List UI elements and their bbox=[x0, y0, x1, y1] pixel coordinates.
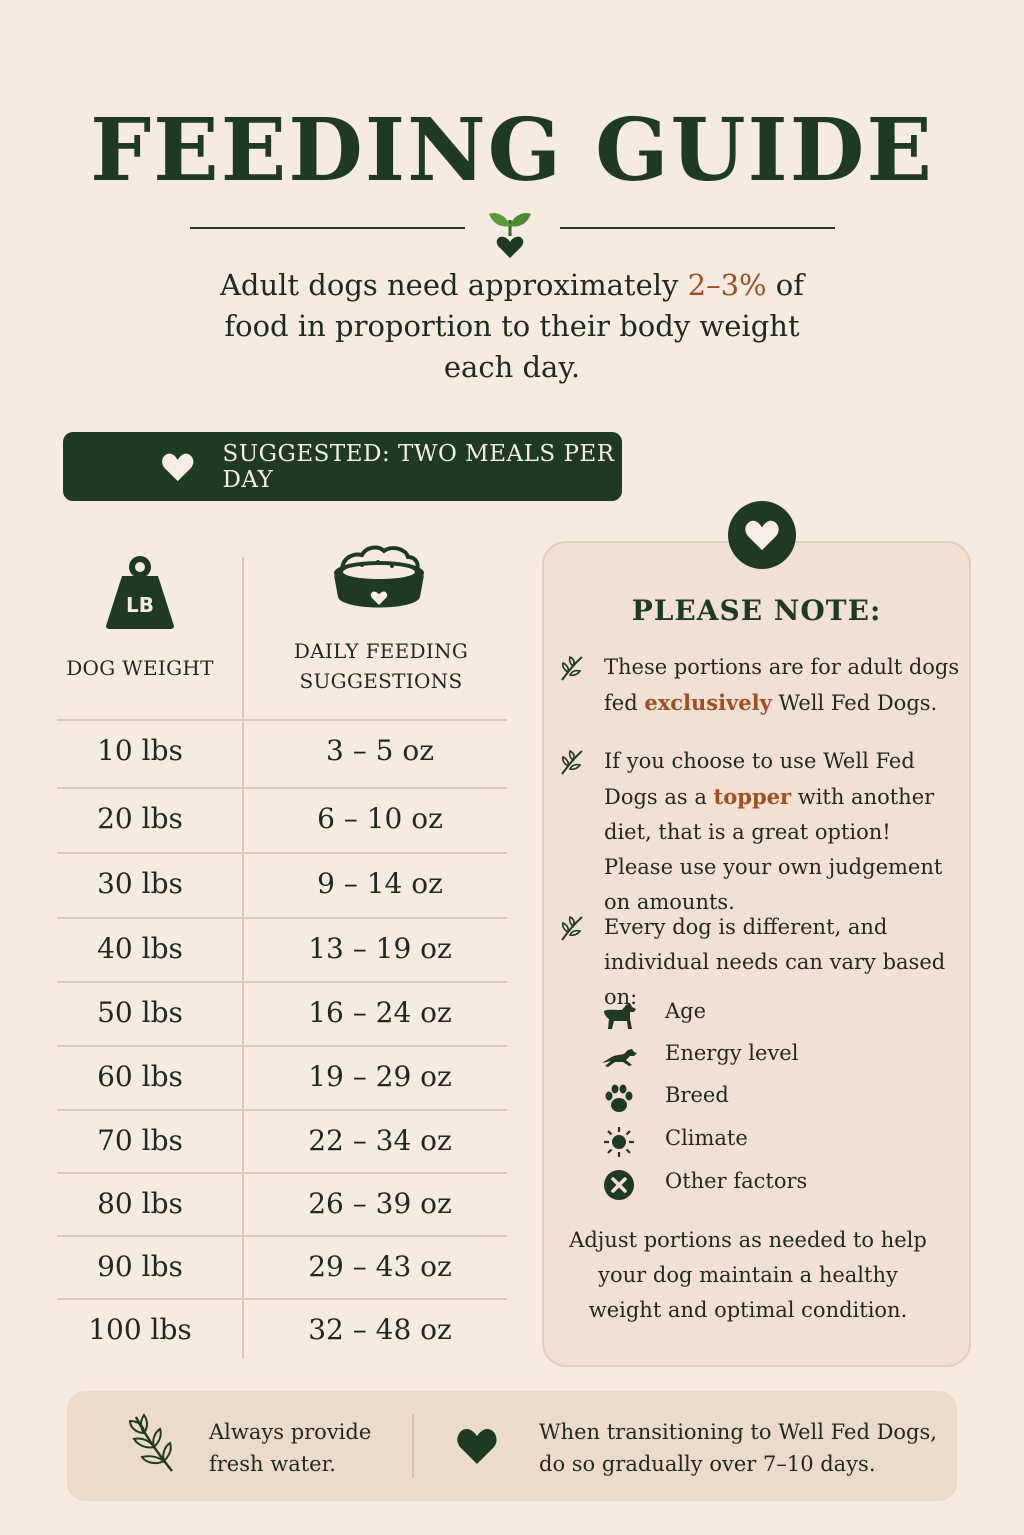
row-amount: 26 – 39 oz bbox=[308, 1187, 452, 1220]
table-row bbox=[57, 1109, 507, 1173]
dog-weight-header: DOG WEIGHT bbox=[66, 656, 214, 680]
row-weight: 80 lbs bbox=[97, 1187, 183, 1220]
row-amount: 22 – 34 oz bbox=[308, 1124, 452, 1157]
factor-label: Age bbox=[665, 999, 707, 1023]
note-badge bbox=[728, 501, 796, 569]
row-divider bbox=[57, 787, 507, 789]
sprig-icon bbox=[558, 748, 586, 776]
row-divider bbox=[57, 1045, 507, 1047]
factor-climate bbox=[600, 1124, 940, 1160]
weight-icon bbox=[104, 556, 176, 630]
meals-banner-label: SUGGESTED: TWO MEALS PER DAY bbox=[222, 440, 615, 493]
note-item2-emphasis: topper bbox=[713, 784, 792, 809]
note-footer: Adjust portions as needed to help your dog maintain a healthy weight and optimal condition. bbox=[569, 1228, 927, 1322]
row-divider bbox=[57, 1235, 507, 1237]
note-item2-end: with another diet, that is a great option! Please use your own judgement on amounts. bbox=[604, 785, 943, 914]
sprig-icon bbox=[558, 914, 586, 942]
factor-energy bbox=[600, 1039, 940, 1075]
table-row bbox=[57, 719, 507, 783]
factor-label: Climate bbox=[665, 1126, 748, 1150]
row-amount: 6 – 10 oz bbox=[317, 802, 443, 835]
row-weight: 50 lbs bbox=[97, 996, 183, 1029]
factor-label: Energy level bbox=[665, 1041, 799, 1065]
x-circle-icon bbox=[600, 1169, 638, 1201]
row-divider bbox=[57, 852, 507, 854]
table-row bbox=[57, 852, 507, 916]
sprig-icon bbox=[558, 654, 586, 682]
bottom-divider bbox=[412, 1414, 414, 1478]
dog-standing-icon bbox=[600, 999, 638, 1031]
factor-breed bbox=[600, 1081, 940, 1117]
note-item1-start: These portions are for adult dogs fed bbox=[604, 655, 960, 715]
title-divider-left bbox=[190, 227, 465, 229]
title-divider-right bbox=[560, 227, 835, 229]
row-weight: 60 lbs bbox=[97, 1060, 183, 1093]
factor-age bbox=[600, 997, 940, 1033]
row-amount: 3 – 5 oz bbox=[326, 734, 434, 767]
note-title: PLEASE NOTE: bbox=[631, 594, 882, 627]
weight-icon-label: LB bbox=[126, 593, 154, 617]
table-row bbox=[57, 1045, 507, 1109]
intro-text-end: of food in proportion to their body weight each day. bbox=[224, 268, 805, 384]
table-row bbox=[57, 1172, 507, 1236]
sun-icon bbox=[600, 1126, 638, 1158]
row-divider bbox=[57, 719, 507, 721]
table-row bbox=[57, 981, 507, 1045]
intro-text bbox=[212, 265, 812, 388]
row-amount: 9 – 14 oz bbox=[317, 867, 443, 900]
daily-feeding-header bbox=[260, 636, 502, 696]
meals-banner bbox=[63, 432, 622, 501]
sprout-heart-icon bbox=[485, 206, 535, 260]
row-weight: 70 lbs bbox=[97, 1124, 183, 1157]
row-weight: 30 lbs bbox=[97, 867, 183, 900]
row-amount: 19 – 29 oz bbox=[308, 1060, 452, 1093]
note-item-text: Every dog is different, and individual needs can vary based on: bbox=[604, 915, 946, 1009]
fresh-water-tip: Always provide fresh water. bbox=[209, 1420, 372, 1476]
heart-icon bbox=[743, 518, 781, 552]
row-weight: 10 lbs bbox=[97, 734, 183, 767]
intro-percentage: 2–3% bbox=[687, 268, 767, 302]
row-divider bbox=[57, 917, 507, 919]
leaf-icon bbox=[126, 1413, 178, 1475]
table-row bbox=[57, 1298, 507, 1362]
note-item2-start: If you choose to use Well Fed Dogs as a bbox=[604, 749, 915, 809]
row-divider bbox=[57, 981, 507, 983]
table-row bbox=[57, 917, 507, 981]
row-divider bbox=[57, 1172, 507, 1174]
row-amount: 32 – 48 oz bbox=[308, 1313, 452, 1346]
row-amount: 29 – 43 oz bbox=[308, 1250, 452, 1283]
factor-label: Other factors bbox=[665, 1169, 808, 1193]
row-divider bbox=[57, 1109, 507, 1111]
food-bowl-icon bbox=[332, 545, 426, 617]
dog-running-icon bbox=[600, 1041, 638, 1073]
row-weight: 100 lbs bbox=[88, 1313, 192, 1346]
row-weight: 40 lbs bbox=[97, 932, 183, 965]
transition-tip: When transitioning to Well Fed Dogs, do so gradually over 7–10 days. bbox=[539, 1420, 937, 1476]
heart-icon bbox=[455, 1426, 499, 1466]
note-item1-emphasis: exclusively bbox=[644, 690, 772, 715]
note-item-text bbox=[604, 744, 964, 920]
factor-other bbox=[600, 1167, 940, 1203]
note-item1-end: Well Fed Dogs. bbox=[771, 691, 938, 715]
row-divider bbox=[57, 1298, 507, 1300]
paw-icon bbox=[600, 1083, 638, 1115]
factor-label: Breed bbox=[665, 1083, 729, 1107]
daily-feeding-header-line2: SUGGESTIONS bbox=[299, 669, 463, 693]
row-amount: 16 – 24 oz bbox=[308, 996, 452, 1029]
daily-feeding-header-line1: DAILY FEEDING bbox=[293, 639, 469, 663]
table-row bbox=[57, 1235, 507, 1299]
heart-icon bbox=[160, 449, 195, 485]
intro-text-start: Adult dogs need approximately bbox=[219, 268, 688, 302]
row-weight: 90 lbs bbox=[97, 1250, 183, 1283]
table-row bbox=[57, 787, 507, 851]
row-weight: 20 lbs bbox=[97, 802, 183, 835]
page-title: FEEDING GUIDE bbox=[90, 100, 934, 201]
note-item-text bbox=[604, 650, 964, 721]
row-amount: 13 – 19 oz bbox=[308, 932, 452, 965]
